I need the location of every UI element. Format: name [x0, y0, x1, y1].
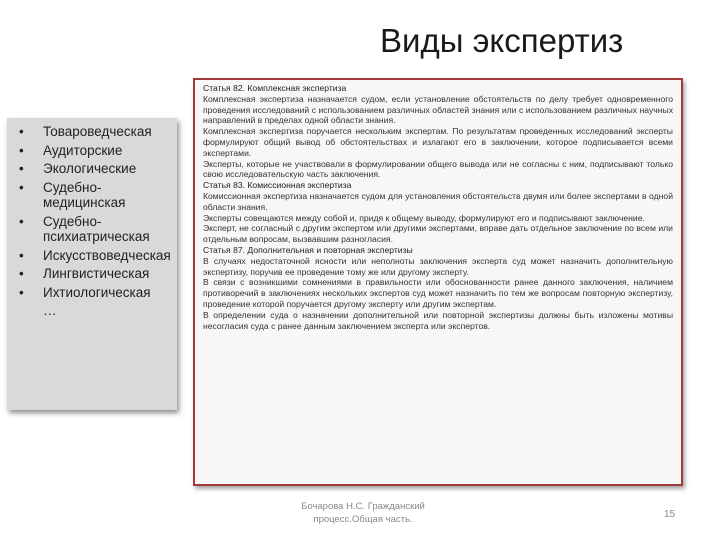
- article-paragraph: В случаях недостаточной ясности или неполноты заключения эксперта суд может назначить дополнительную экспертизу, поручив ее проведение тому же или другому эксперту.: [203, 255, 673, 277]
- article-87-heading: Статья 87. Дополнительная и повторная экспертизы: [203, 244, 413, 255]
- list-item: • Товароведческая: [19, 124, 152, 139]
- list-item: • Искусствоведческая: [19, 247, 171, 263]
- article-paragraph: В связи с возникшими сомнениями в правильности или обоснованности ранее данного заключения, наличием противоречий в заключениях нескольких экспертов суд может назначить по тем же вопросам повторную экспертизу, проведение которой поручается другому эксперту или другим экспертам.: [203, 277, 673, 309]
- bullet-icon: •: [19, 179, 24, 195]
- footer-author: Бочарова Н.С. Гражданский процесс.Общая часть.: [301, 501, 425, 525]
- expertise-types-list: [13, 124, 173, 319]
- bullet-icon: •: [19, 124, 24, 139]
- list-item: • Экологические: [19, 161, 137, 176]
- article-83-heading: Статья 83. Комиссионная экспертиза: [203, 180, 352, 191]
- article-82-heading: Статья 82. Комплексная экспертиза: [203, 83, 347, 93]
- list-item: …: [43, 303, 57, 318]
- article-paragraph: Эксперт, не согласный с другим экспертом или другими экспертами, вправе дать отдельное заключение по всем или отдельным вопросам, вызвавшим разногласия.: [203, 223, 673, 245]
- list-item: • Судебно-психиатрическая: [19, 213, 150, 244]
- bullet-icon: •: [19, 161, 24, 176]
- page-number: 15: [664, 509, 676, 520]
- bullet-icon: •: [19, 247, 24, 263]
- list-item: • Судебно-медицинская: [19, 179, 126, 210]
- bullet-icon: •: [19, 284, 24, 300]
- bullet-icon: •: [19, 266, 24, 281]
- bullet-icon: •: [19, 142, 24, 158]
- list-item: • Лингвистическая: [19, 266, 150, 281]
- list-item: • Аудиторские: [19, 142, 123, 158]
- bullet-icon: •: [19, 213, 24, 229]
- slide-title: Виды экспертиз: [380, 22, 624, 59]
- article-paragraph: Эксперты, которые не участвовали в формулировании общего вывода или не согласны с ним, подписывают только свою исследовательскую часть заключения.: [203, 158, 673, 180]
- article-paragraph: Комиссионная экспертиза назначается судом для установления обстоятельств двумя или более экспертами в одной области знания.: [203, 190, 673, 212]
- expertise-types-box: [7, 118, 177, 410]
- law-articles-box: [193, 78, 683, 486]
- article-paragraph: В определении суда о назначении дополнительной или повторной экспертизы должны быть изложены мотивы несогласия суда с ранее данным заключением эксперта или экспертов.: [203, 309, 673, 331]
- list-item: • Ихтиологическая: [19, 284, 151, 300]
- article-paragraph: Эксперты совещаются между собой и, придя к общему выводу, формулируют его и подписывают заключение.: [203, 212, 645, 223]
- article-paragraph: Комплексная экспертиза назначается судом, если установление обстоятельств по делу требует одновременного проведения исследований с использованием различных областей знания или с использованием различных научных направлений в пределах одной области знания.: [203, 93, 673, 126]
- article-paragraph: Комплексная экспертиза поручается нескольким экспертам. По результатам проведенных исследований эксперты формулируют общий вывод об обстоятельствах и излагают его в заключении, которое подписывается всеми экспертами.: [203, 126, 673, 158]
